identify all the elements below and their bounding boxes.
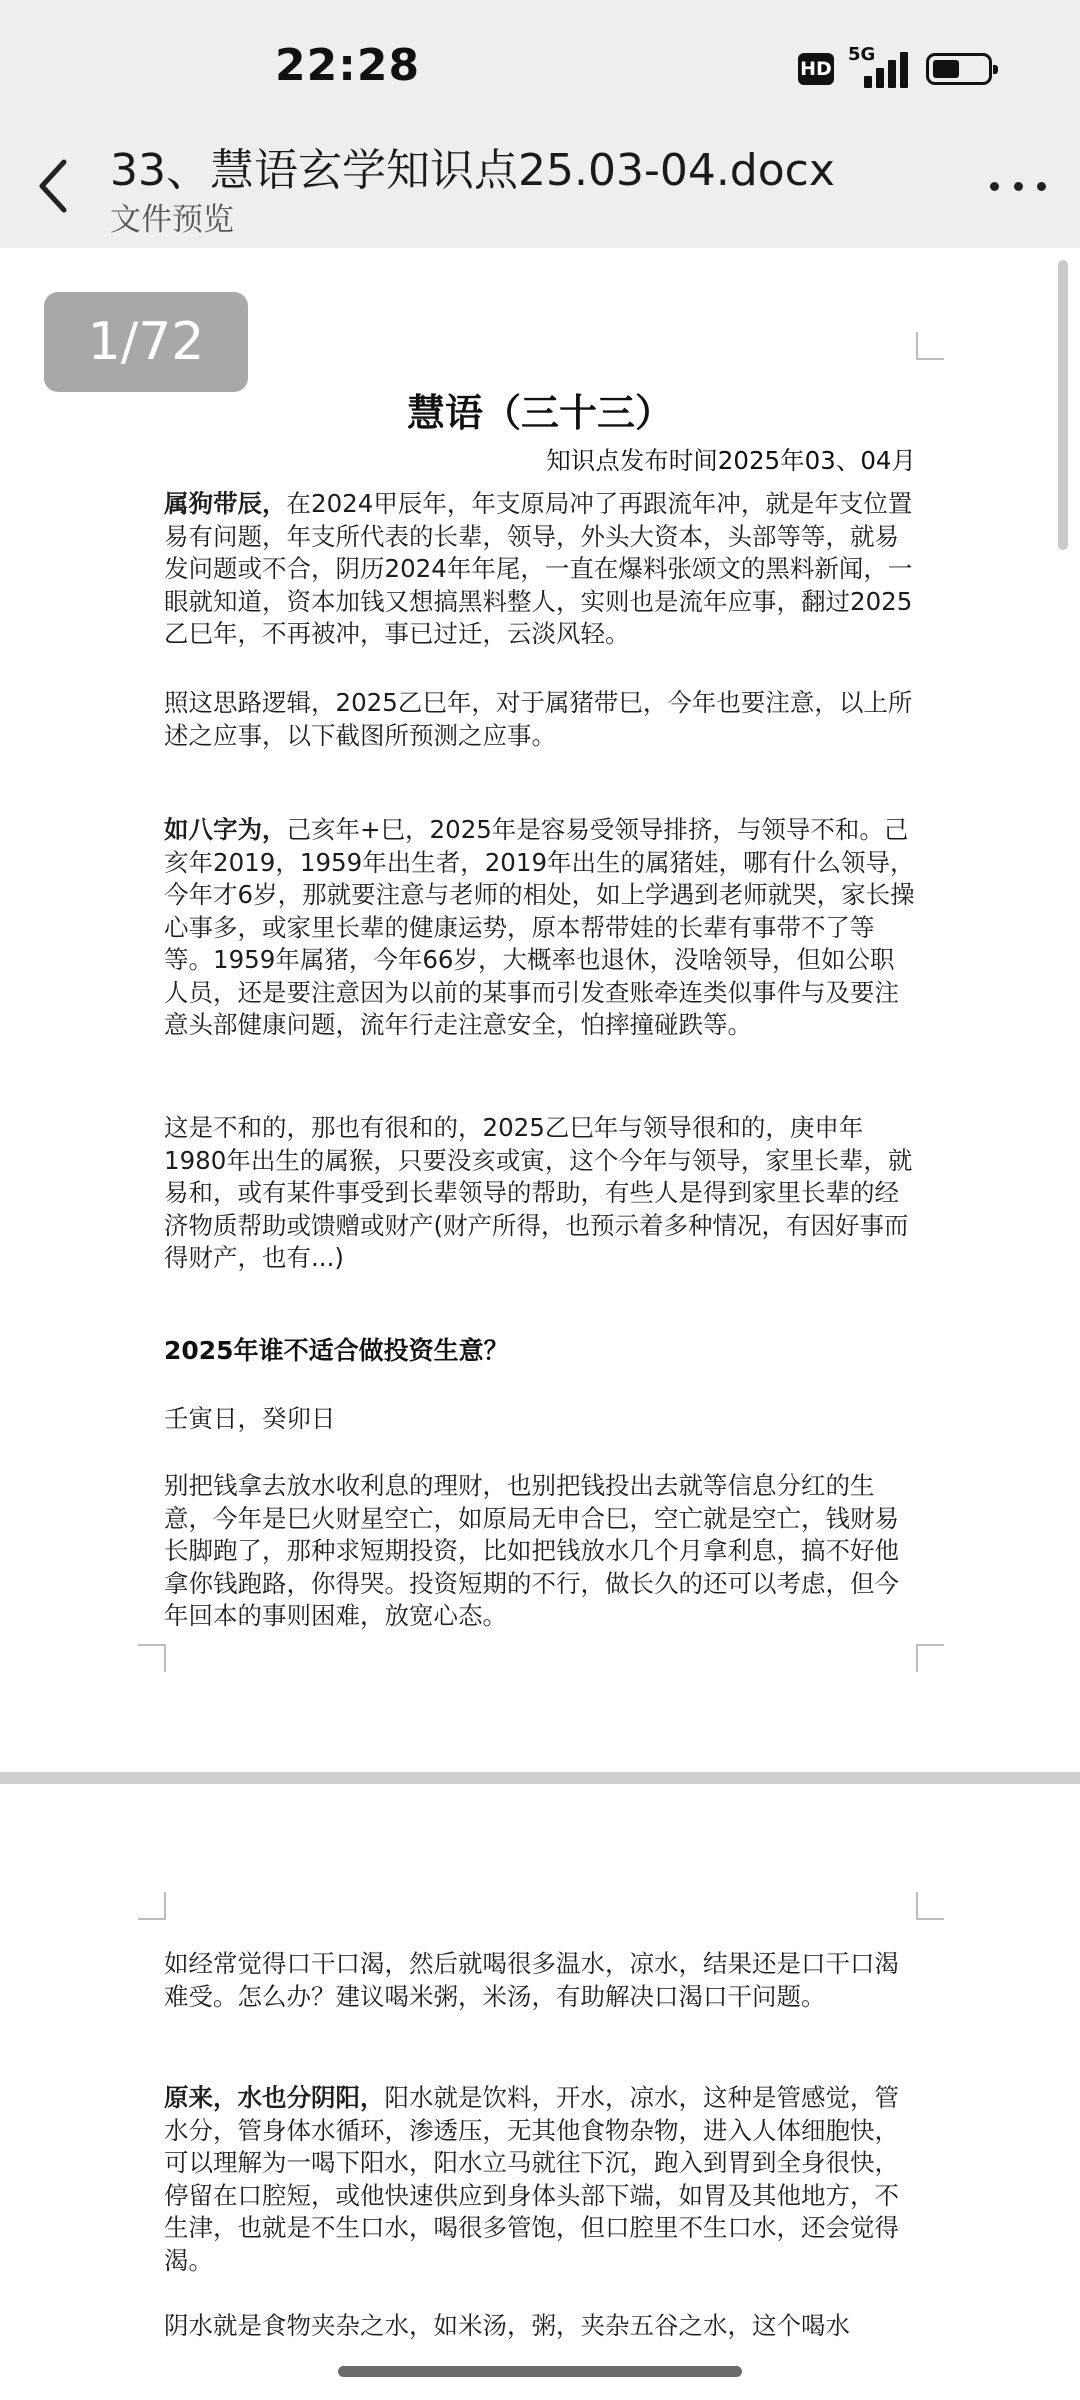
paragraph-lead: 属狗带辰， xyxy=(164,489,287,518)
section-heading: 2025年谁不适合做投资生意？ xyxy=(164,1336,509,1365)
page-counter: 1/72 xyxy=(44,292,248,392)
paragraph xyxy=(164,2082,916,2277)
paragraph-body: 别把钱拿去放水收利息的理财，也别把钱投出去就等信息分红的生意，今年是巳火财星空亡，如原局无申合巳，空亡就是空亡，钱财易长脚跑了，那种求短期投资，比如把钱放水几个月拿利息，搞不好他拿你钱跑路，你得哭。投资短期的不行，做长久的还可以考虑，但今年回本的事则困难，放宽心态。 xyxy=(164,1471,899,1630)
page-corner-mark xyxy=(138,1892,166,1920)
paragraph-body: 己亥年+巳，2025年是容易受领导排挤，与领导不和。己亥年2019，1959年出生者，2019年出生的属猪娃，哪有什么领导，今年才6岁，那就要注意与老师的相处，如上学遇到老师就哭，家长操心事多，或家里长辈的健康运势，原本帮带娃的长辈有事带不了等等。1959年属猪，今年66岁，大概率也退休，没啥领导，但如公职人员，还是要注意因为以前的某事而引发查账牵连类似事件与及要注意头部健康问题，流年行走注意安全，怕摔撞碰跌等。 xyxy=(164,815,915,1039)
home-indicator[interactable] xyxy=(338,2366,742,2377)
paragraph-lead: 原来，水也分阴阳， xyxy=(164,2083,385,2112)
status-bar xyxy=(0,0,1080,130)
paragraph-body: 照这思路逻辑，2025乙巳年，对于属猪带巳，今年也要注意，以上所述之应事，以下截图所预测之应事。 xyxy=(164,688,913,750)
page-separator xyxy=(0,1772,1080,1784)
battery-level xyxy=(933,60,959,78)
document-title: 33、慧语玄学知识点25.03-04.docx xyxy=(110,145,835,196)
page-corner-mark xyxy=(916,1892,944,1920)
document-subtitle: 文件预览 xyxy=(110,202,234,238)
back-arrow-icon[interactable] xyxy=(30,154,78,218)
network-type-label: 5G xyxy=(848,44,876,65)
paragraph xyxy=(164,1470,916,1633)
paragraph xyxy=(164,687,916,752)
paragraph xyxy=(164,814,916,1042)
publish-date: 知识点发布时间2025年03、04月 xyxy=(546,446,916,475)
page-heading: 慧语（三十三） xyxy=(406,391,673,435)
scrollbar[interactable] xyxy=(1058,260,1068,550)
paragraph xyxy=(164,1112,916,1275)
title-bar xyxy=(0,130,1080,248)
paragraph-body: 如经常觉得口干口渴，然后就喝很多温水，凉水，结果还是口干口渴难受。怎么办？建议喝米粥，米汤，有助解决口渴口干问题。 xyxy=(164,1949,899,2011)
page-corner-mark xyxy=(916,332,944,360)
signal-5g-icon xyxy=(848,46,912,92)
paragraph xyxy=(164,2310,916,2343)
paragraph-body: 这是不和的，那也有很和的，2025乙巳年与领导很和的，庚申年1980年出生的属猴，只要没亥或寅，这个今年与领导，家里长辈，就易和，或有某件事受到长辈领导的帮助，有些人是得到家里长辈的经济物质帮助或馈赠或财产(财产所得，也预示着多种情况，有因好事而得财产，也有...) xyxy=(164,1113,913,1272)
page-corner-mark xyxy=(916,1644,944,1672)
status-icons xyxy=(798,44,992,94)
more-options-icon[interactable] xyxy=(990,166,1046,206)
paragraph xyxy=(164,488,916,651)
paragraph-body: 在2024甲辰年，年支原局冲了再跟流年冲，就是年支位置易有问题，年支所代表的长辈，领导，外头大资本，头部等等，就易发问题或不合，阴历2024年年尾，一直在爆料张颂文的黑料新闻，一眼就知道，资本加钱又想搞黑料整人，实则也是流年应事，翻过2025乙巳年，不再被冲，事已过迁，云淡风轻。 xyxy=(164,489,913,648)
paragraph-body: 阳水就是饮料，开水，凉水，这种是管感觉，管水分，管身体水循环，渗透压，无其他食物杂物，进入人体细胞快，可以理解为一喝下阳水，阳水立马就往下沉，跑入到胃到全身很快，停留在口腔短，或他快速供应到身体头部下端，如胃及其他地方，不生津，也就是不生口水，喝很多管饱，但口腔里不生口水，还会觉得渴。 xyxy=(164,2083,899,2275)
hd-icon: HD xyxy=(798,53,834,85)
status-time: 22:28 xyxy=(275,40,421,91)
document-viewer[interactable] xyxy=(0,248,1080,2400)
paragraph xyxy=(164,1948,916,2013)
paragraph: 壬寅日，癸卯日 xyxy=(164,1404,336,1433)
paragraph-body: 阴水就是食物夹杂之水，如米汤，粥，夹杂五谷之水，这个喝水 xyxy=(164,2311,850,2340)
paragraph-lead: 如八字为， xyxy=(164,815,287,844)
battery-icon xyxy=(926,53,992,85)
page-corner-mark xyxy=(138,1644,166,1672)
